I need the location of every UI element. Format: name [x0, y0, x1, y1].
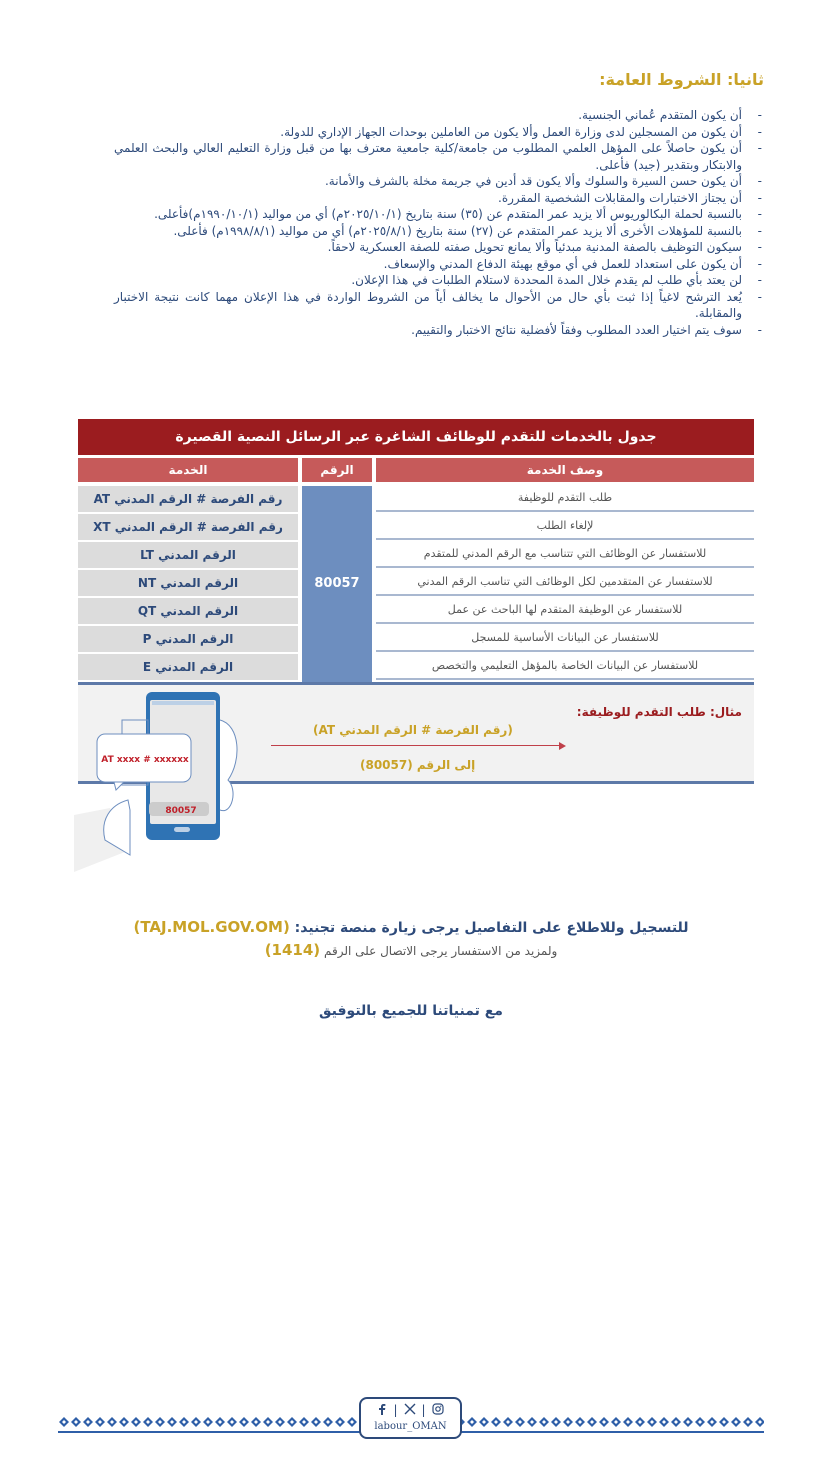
table-row [78, 514, 754, 540]
row-service: الرقم المدني P [78, 626, 298, 652]
x-icon[interactable] [404, 1403, 416, 1418]
closing-wishes: مع تمنياتنا للجميع بالتوفيق [319, 1003, 503, 1019]
sms-recipient-number: 80057 [165, 806, 197, 816]
conditions-list [114, 107, 764, 338]
condition-item: - بالنسبة للمؤهلات الأخرى ألا يزيد عمر المتقدم عن (٢٧) سنة بتاريخ (٢٠٢٥/٨/١م) أي من مواليد (١٩٩٨/٨/١م) فأعلى. [114, 223, 764, 240]
register-link[interactable]: (TAJ.MOL.GOV.OM) [133, 918, 290, 936]
table-title: جدول بالخدمات للتقدم للوظائف الشاغرة عبر الرسائل النصية القصيرة [78, 419, 754, 455]
condition-item: - بالنسبة لحملة البكالوريوس ألا يزيد عمر المتقدم عن (٣٥) سنة بتاريخ (٢٠٢٥/١٠/١م) أي من مواليد (١٩٩٠/١٠/١م)فأعلى. [114, 206, 764, 223]
example-label: مثال: طلب التقدم للوظيفة: [576, 705, 742, 719]
table-row [78, 598, 754, 624]
instagram-icon[interactable] [432, 1403, 444, 1418]
header-service: الخدمة [78, 458, 298, 482]
row-description: طلب التقدم للوظيفة [376, 486, 754, 512]
row-service: الرقم المدني E [78, 654, 298, 680]
row-service: الرقم المدني QT [78, 598, 298, 624]
condition-item: - أن يكون المتقدم عُماني الجنسية. [114, 107, 764, 124]
condition-item: - أن يكون على استعداد للعمل في أي موقع بهيئة الدفاع المدني والإسعاف. [114, 256, 764, 273]
condition-item: - أن يكون من المسجلين لدى وزارة العمل وألا يكون من العاملين بوحدات الجهاز الإداري للدولة. [114, 124, 764, 141]
contact-number: (1414) [264, 941, 321, 959]
section-title: ثانيا: الشروط العامة: [599, 70, 764, 89]
row-description: لإلغاء الطلب [376, 514, 754, 540]
row-description: للاستفسار عن البيانات الأساسية للمسجل [376, 626, 754, 652]
condition-item: - سوف يتم اختيار العدد المطلوب وفقاً لأفضلية نتائج الاختبار والتقييم. [114, 322, 764, 339]
social-icons [361, 1403, 460, 1418]
social-handle[interactable]: labour_OMAN [374, 1421, 447, 1432]
table-row [78, 626, 754, 652]
row-description: للاستفسار عن الوظيفة المتقدم لها الباحث عن عمل [376, 598, 754, 624]
sms-number-cell: 80057 [302, 486, 372, 682]
condition-item: - أن يجتاز الاختبارات والمقابلات الشخصية المقررة. [114, 190, 764, 207]
condition-item: - سيكون التوظيف بالصفة المدنية مبدئياً وألا يمانع تحويل صفته للصفة العسكرية لاحقاً. [114, 239, 764, 256]
condition-item: - لن يعتد بأي طلب لم يقدم خلال المدة المحددة لاستلام الطلبات في هذا الإعلان. [114, 272, 764, 289]
divider: | [421, 1403, 426, 1417]
social-media-badge [359, 1397, 462, 1439]
register-text: للتسجيل وللاطلاع على التفاصيل يرجى زيارة منصة تجنيد: [294, 920, 689, 936]
row-service: الرقم المدني LT [78, 542, 298, 568]
example-format: (رقم الفرصة # الرقم المدني AT) [313, 723, 513, 737]
row-description: للاستفسار عن البيانات الخاصة بالمؤهل التعليمي والتخصص [376, 654, 754, 680]
example-recipient: إلى الرقم (80057) [360, 758, 476, 772]
row-service: رقم الفرصة # الرقم المدني AT [78, 486, 298, 512]
row-description: للاستفسار عن المتقدمين لكل الوظائف التي تناسب الرقم المدني [376, 570, 754, 596]
register-line [0, 918, 822, 936]
condition-item: - أن يكون حاصلاً على المؤهل العلمي المطلوب من جامعة/كلية جامعية معترف بها من قبل وزارة التعليم العالي والبحث العلمي والابتكار وبتقدير (جيد) فأعلى. [114, 140, 764, 173]
table-row [78, 654, 754, 680]
divider: | [393, 1403, 398, 1417]
sms-services-table [78, 419, 754, 674]
arrow-line [271, 745, 561, 746]
row-description: للاستفسار عن الوظائف التي تتناسب مع الرقم المدني للمتقدم [376, 542, 754, 568]
contact-text: ولمزيد من الاستفسار يرجى الاتصال على الرقم [323, 944, 558, 958]
phone-illustration [70, 690, 250, 880]
arrow-head-icon [559, 742, 566, 750]
header-number: الرقم [302, 458, 372, 482]
table-row [78, 542, 754, 568]
table-row [78, 486, 754, 512]
row-service: الرقم المدني NT [78, 570, 298, 596]
row-service: رقم الفرصة # الرقم المدني XT [78, 514, 298, 540]
condition-item: - يُعد الترشح لاغياً إذا ثبت بأي حال من الأحوال ما يخالف أياً من الشروط الواردة في هذا الإعلان مهما كانت نتيجة الاختبار والمقابلة. [114, 289, 764, 322]
sms-message-text: AT xxxx # xxxxxx [101, 755, 189, 765]
condition-item: - أن يكون حسن السيرة والسلوك وألا يكون قد أدين في جريمة مخلة بالشرف والأمانة. [114, 173, 764, 190]
header-description: وصف الخدمة [376, 458, 754, 482]
contact-line [0, 941, 822, 959]
facebook-icon[interactable] [377, 1403, 387, 1418]
table-row [78, 570, 754, 596]
